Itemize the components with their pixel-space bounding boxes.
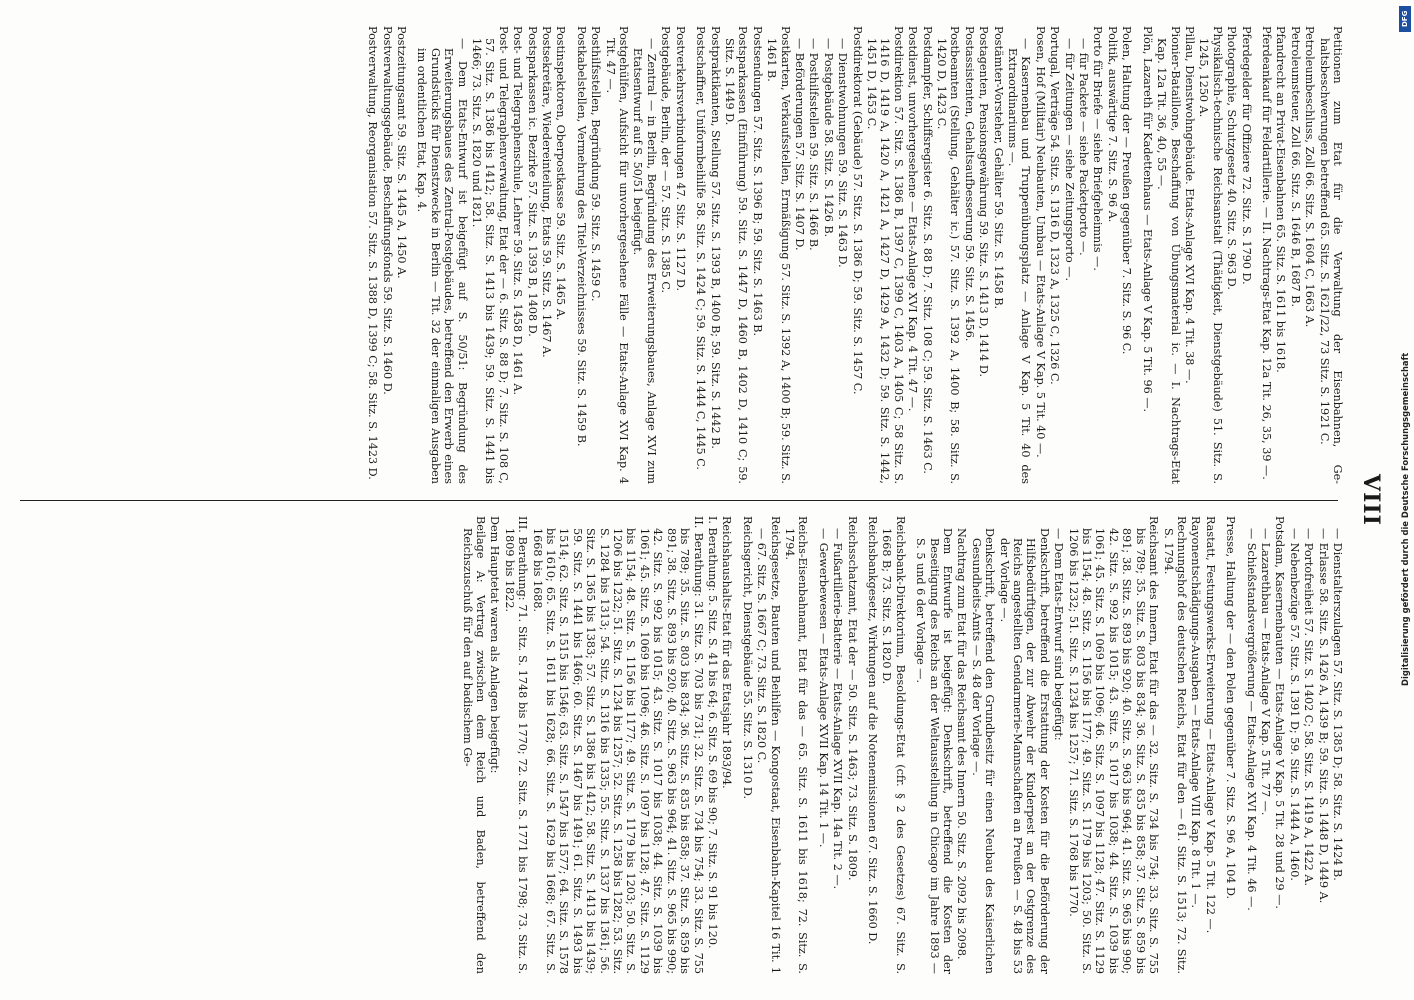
- index-entry: Pferdeankauf für Feldartillerie. — II. Nachtrags-Etat Kap. 12a Tit. 26, 35, 39 —.: [1259, 26, 1273, 480]
- index-entry: Reichsamt des Innern, Etat für das — 32. Sitz. S. 734 bis 754; 33. Sitz. S. 755 bis 789; 35. Sitz. S. 803 bis 834; 36. Sitz. S. 835 bis 858; 37. Sitz. S. 859 bis 891; 38. Sitz. S. 893 bis 920; 40. Sitz. S. 963 bis 964; 41. Sitz. S. 965 bis 990; 42. Sitz. S. 992 bis 1015; 43. Sitz. S. 1017 bis 1038; 44. Sitz. S. 1039 bis 1061; 45. Sitz. S. 1069 bis 1096; 46. Sitz. S. 1097 bis 1128; 47. Sitz. S. 1129 bis 1154; 48. Sitz. S. 1156 bis 1177; 49. Sitz. S. 1179 bis 1203; 50. Sitz. S. 1206 bis 1232; 51. Sitz. S. 1234 bis 1257; 71. Sitz. S. 1768 bis 1770.: [1066, 516, 1161, 974]
- index-entry: Pillau, Dienstwohngebäude. Etats-Anlage XVI Kap. 4 Tit. 38 —.: [1182, 26, 1196, 384]
- index-subentry: — für Packete — siehe Packetporto —.: [1077, 38, 1091, 256]
- digitization-note: Digitalisierung gefördert durch die Deutsche Forschungsgemeinschaft: [1400, 352, 1410, 686]
- index-entry: Porto für Briefe — siehe Briefgeheimnis —.: [1091, 26, 1105, 271]
- index-entry: Postverwaltungsgebäude, Beschaffungsfonds 59. Sitz. S. 1460 D.: [380, 26, 394, 395]
- page-number: VIII: [1358, 474, 1384, 526]
- index-entry: Rechnungshof des deutschen Reichs, Etat für den — 61. Sitz. S. 1513; 72. Sitz. S. 1794.: [1161, 516, 1188, 974]
- index-entry: I. Berathung: 5. Sitz. S. 41 bis 64; 6. Sitz. S. 69 bis 90; 7. Sitz. S. 91 bis 120.: [705, 516, 719, 949]
- index-entry: Petroleumsteuer, Zoll 66. Sitz. S. 1646 B, 1687 B.: [1288, 26, 1302, 308]
- index-subentry: — Dem Etats-Entwurf ist beigefügt auf S. 50/51: Begründung des Erweiterungsbaues des Zentral-Postgebäudes, betreffend den Erwerb eines Grundstücks für Dienstzwecke in Berlin — Tit. 32 der einmaligen Ausgaben im ordentlichen Etat, Kap. 4.: [415, 38, 469, 484]
- index-subentry: — Posthilfsstellen 59. Sitz. S. 1466 B.: [807, 38, 821, 251]
- index-entry: Reichs-Eisenbahnamt, Etat für das — 65. Sitz. S. 1611 bis 1618; 72. Sitz. S. 1794.: [782, 516, 810, 974]
- index-entry: Potsdam, Kasernenbauten — Etats-Anlage V Kap. 5 Tit. 28 und 29 —.: [1273, 516, 1287, 909]
- index-entry: Reichsschatzamt, Etat der — 50. Sitz. S. 1463; 73. Sitz. S. 1809.: [845, 516, 859, 881]
- index-subentry: — Gewerbewesen — Etats-Anlage XVII Kap. 14 Tit. 1 —.: [816, 528, 830, 848]
- index-entry: Post- und Telegraphenschule, Lehrer 59. Sitz. S. 1458 D, 1461 A.: [511, 26, 525, 395]
- index-entry: Postsendungen 57. Sitz. S. 1396 B; 59. Sitz. S. 1463 B.: [750, 26, 764, 337]
- index-entry: Postagenten, Pensionsgewährung 59. Sitz. S. 1413 D, 1414 D.: [977, 26, 991, 378]
- index-entry: Rayonentschädigungs-Ausgaben — Etats-Anlage VIII Kap. 8 Tit. 1 —.: [1189, 516, 1203, 909]
- dfg-logo: DFG: [1399, 6, 1411, 32]
- index-subentry: — Schießstandsvergrößerung — Etats-Anlage XVI Kap. 4 Tit. 46 —.: [1244, 528, 1258, 911]
- index-subentry: — Fußartillerie-Batterie — Etats-Anlage XVII Kap. 14a Tit. 2 —.: [831, 528, 845, 890]
- index-subentry: — Beförderungen 57. Sitz. S. 1407 D.: [792, 38, 806, 251]
- index-entry: Postschaffner, Uniformbeihilfe 58. Sitz. S. 1424 C; 59. Sitz. S. 1444 C, 1445 C.: [694, 26, 708, 470]
- index-entry: Postkabelstellen, Vermehrung des Titel-Verzeichnisses 59. Sitz. S. 1459 B.: [574, 26, 588, 447]
- index-entry: Postassistenten, Gehaltsaufbesserung 59. Sitz. S. 1456.: [962, 26, 976, 342]
- index-page: [10, 0, 1390, 1000]
- index-entry: Rastatt, Festungswerks-Erweiterung — Etats-Anlage V Kap. 5 Tit. 122 —.: [1203, 516, 1217, 934]
- index-entry: Postdampfer, Schiffsregister 6. Sitz. S. 88 D; 7. Sitz. 108 C; 59. Sitz. S. 1463 C.: [920, 26, 934, 474]
- index-entry: Postsparkassen (Einführung) 59. Sitz. S. 1447 D, 1460 B, 1402 D, 1410 C; 59. Sitz. S. 1449 D.: [722, 26, 750, 484]
- index-entry: Postgebäude, Berlin, der — 57. Sitz. S. 1385 C.: [659, 26, 673, 294]
- index-subentry: — für Zeitungen — siehe Zeitungsporto —.: [1062, 38, 1076, 282]
- index-entry: Beilage A: Vertrag zwischen dem Reich und Baden, betreffend den Reichszuschuß für den auf badischem Ge-: [460, 516, 488, 974]
- index-subentry: — Portofreiheit 57. Sitz. S. 1402 C; 58. Sitz. S. 1419 A, 1422 A.: [1302, 528, 1316, 887]
- sidebar: [1400, 0, 1412, 1000]
- index-entry: Postdirektorat (Gebäude) 57. Sitz. S. 1386 D; 59. Sitz. S. 1457 C.: [850, 26, 864, 395]
- index-entry: Postsekretäre, Wiedereinteilung, Etats 59. Sitz. S. 1467 A.: [540, 26, 554, 358]
- index-subentry: Denkschrift, betreffend die Erstattung der Kosten für die Beförderung der Hilfsbedürftigen, der zur Abwehr der Kinderpest an der Ostgrenze des Reichs angestellten Gendarmerie-Mannschaften an Preußen — S. 48 bis 53 der Vorlage —.: [997, 528, 1051, 974]
- index-entry: Postdienst, unvorhergesehene — Etats-Anlage XVI Kap. 4 Tit. 47 —.: [906, 26, 920, 412]
- index-entry: Postverkehrsverbindungen 47. Sitz. S. 1127 D.: [673, 26, 687, 292]
- index-entry: Postverwaltung, Reorganisation 57. Sitz. S. 1388 D, 1399 C; 58. Sitz. S. 1423 D.: [366, 26, 380, 480]
- index-subentry: — Zentral — in Berlin, Begründung des Erweiterungsbaues, Anlage XVI zum Etatsentwurf auf S. 50/51 beigefügt.: [631, 38, 658, 484]
- index-entry: Postpraktikanten, Stellung 57. Sitz. S. 1393 B, 1400 B; 59. Sitz. S. 1442 B.: [708, 26, 722, 449]
- index-entry: Posen, Hof (Militair) Neubauten, Umbau — Etats-Anlage V Kap. 5 Tit. 40 —.: [1033, 26, 1047, 458]
- index-entry: Reichsgesetze, Bauten und Beihilfen — Kongostaat, Eisenbahn-Kapitel 16 Tit. 1 — 67. Sitz. S. 1667 C; 73. Sitz. S. 1820 C.: [755, 516, 782, 974]
- index-entry: Photographie, Schutzgesetz 40. Sitz. S. 963 D.: [1225, 26, 1239, 290]
- index-entry: Petroleumbeschluss, Zoll 66. Sitz. S. 1604 C, 1663 A.: [1303, 26, 1317, 328]
- index-entry: Dem Hauptetat waren als Anlagen beigefügt:: [488, 516, 502, 774]
- index-entry: Postgehülfen, Aufsicht für unvorhergesehene Fälle — Etats-Anlage XVI Kap. 4 Tit. 47 —.: [603, 26, 631, 484]
- index-entry: Reichshaushalts-Etat für das Etatsjahr 1893/94.: [720, 516, 734, 789]
- index-entry: Posthilfsstellen, Begründung 59. Sitz. S. 1459 C.: [589, 26, 603, 302]
- index-entry: Portugal, Verträge 54. Sitz. S. 1316 D, 1323 A, 1325 C, 1326 C.: [1048, 26, 1062, 385]
- index-entry: Postzeitungsamt 59. Sitz. S. 1445 A, 1450 A.: [395, 26, 408, 279]
- index-entry: Postsparkassen ic. Bezirke 57. Sitz. S. 1393 B, 1408 D.: [525, 26, 539, 337]
- index-entry: Presse, Haltung der — den Polen gegenüber 7. Sitz. S. 96 A, 104 D.: [1224, 516, 1238, 900]
- index-subentry: — Postgebäude 58. Sitz. S. 1426 B.: [821, 38, 835, 238]
- index-subentry: — Dienstalterszulagen 57. Sitz. S. 1385 D; 58. Sitz. S. 1424 B.: [1331, 528, 1344, 881]
- page-header: [1350, 0, 1384, 1000]
- index-entry: Physikalisch-technische Reichsanstalt (Thätigkeit, Dienstgebäude) 51. Sitz. S. 1245, 1250 A.: [1197, 26, 1224, 484]
- index-subentry: — Dem Etats-Entwurf sind beigefügt:: [1052, 528, 1066, 741]
- index-subentry: Denkschrift, betreffend den Grundbesitz für einen Neubau des Kaiserlichen Gesundheits-Amts — S. 48 der Vorlage —.: [969, 528, 997, 974]
- index-subentry: — Kasernenbau und Truppenübungsplatz — Anlage V Kap. 5 Tit. 40 des Extraordinariums —.: [1006, 38, 1033, 484]
- index-entry: Postämter-Vorsteher, Gehälter 59. Sitz. S. 1458 B.: [991, 26, 1005, 310]
- index-subentry: Dem Entwurfe ist beigefügt: Denkschrift, betreffend die Kosten der Beseitigung des Reichs an der Weltausstellung in Chicago im Jahre 1893 — S. 5 und 6 der Vorlage —.: [914, 528, 955, 974]
- index-entry: Pfandrecht an Privat-Eisenbahnen 65. Sitz. S. 1611 bis 1618.: [1274, 26, 1288, 373]
- index-entry: III. Berathung: 71. Sitz. S. 1748 bis 1770; 72. Sitz. S. 1771 bis 1798; 73. Sitz. S. 1809 bis 1822.: [502, 516, 530, 974]
- index-entry: Reichsgericht, Dienstgebäude 55. Sitz. S. 1310 D.: [740, 516, 754, 800]
- index-entry: Polen, Haltung der — Preußen gegenüber 7. Sitz. S. 96 C.: [1120, 26, 1134, 355]
- index-entry: Plön, Lazareth für Kadettenhaus — Etats-Anlage V Kap. 5 Tit. 96 —.: [1140, 26, 1154, 413]
- index-entry: Postinspektoren, Oberpostkasse 59. Sitz. S. 1465 A.: [554, 26, 568, 321]
- index-subentry: — Nebenbezüge 57. Sitz. S. 1391 D; 59. Sitz. S. 1444 A, 1460.: [1287, 528, 1301, 881]
- index-subentry: Nachtrag zum Etat für das Reichsamt des Innern 50. Sitz. S. 2092 bis 2098.: [955, 528, 969, 960]
- index-entry: Reichsbank-Direktorium, Besoldungs-Etat (cfr. § 2 des Gesetzes) 67. Sitz. S. 1668 B; 73. Sitz. S. 1820 D.: [880, 516, 907, 974]
- index-entry: Post- und Telegraphenverwaltung, Etat der — 6. Sitz. S. 88 D; 7. Sitz. S. 108 C, 57. Sitz. S. 1386 bis 1412; 58. Sitz. S. 1413 bis 1439; 59. Sitz. S. 1441 bis 1466; 73. Sitz. S. 1820 und 1821.: [470, 26, 510, 484]
- index-entry: II. Berathung: 31. Sitz. S. 703 bis 731; 32. Sitz. S. 734 bis 754; 33. Sitz. S. 755 bis 789; 35. Sitz. S. 803 bis 834; 36. Sitz. S. 835 bis 858; 37. Sitz. S. 859 bis 891; 38. Sitz. S. 893 bis 920; 40. Sitz. S. 963 bis 964; 41. Sitz. S. 965 bis 990; 42. Sitz. S. 992 bis 1015; 43. Sitz. S. 1017 bis 1038; 44. Sitz. S. 1039 bis 1061; 45. Sitz. S. 1069 bis 1096; 46. Sitz. S. 1097 bis 1128; 47. Sitz. S. 1129 bis 1154; 48. Sitz. S. 1156 bis 1177; 49. Sitz. S. 1179 bis 1203; 50. Sitz. S. 1206 bis 1232; 51. Sitz. S. 1234 bis 1257; 52. Sitz. S. 1258 bis 1282; 53. Sitz. S. 1284 bis 1313; 54. Sitz. S. 1316 bis 1335; 55. Sitz. S. 1337 bis 1361; 56. Sitz. S. 1365 bis 1383; 57. Sitz. S. 1386 bis 1412; 58. Sitz. S. 1413 bis 1439; 59. Sitz. S. 1441 bis 1466; 60. Sitz. S. 1467 bis 1491; 61. Sitz. S. 1493 bis 1514; 62. Sitz. S. 1515 bis 1546; 63. Sitz. S. 1547 bis 1577; 64. Sitz. S. 1578 bis 1610; 65. Sitz. S. 1611 bis 1628; 66. Sitz. S. 1629 bis 1668; 67. Sitz. S. 1668 bis 1688.: [530, 516, 705, 974]
- index-entry: Postbeamten (Stellung, Gehälter ic.) 57. Sitz. S. 1392 A, 1400 B; 58. Sitz. S. 1420 D, 1423 C.: [935, 26, 962, 484]
- index-entry: Pionier-Bataillone, Beschaffung von Übungsmaterial ic. — I. Nachtrags-Etat Kap. 12a Tit. 36, 40, 55 —.: [1155, 26, 1182, 484]
- index-entry: Postkarten, Verkaufsstellen, Ermäßigung 57. Sitz. S. 1392 A, 1400 B; 59. Sitz. S. 1461 B.: [765, 26, 792, 484]
- index-entry: Politik, auswärtige 7. Sitz. S. 96 A.: [1105, 26, 1119, 223]
- index-entry: Reichsbankgesetz, Wirkungen auf die Notenemissionen 67. Sitz. S. 1660 D.: [866, 516, 879, 945]
- index-entry: Pferdegelder für Offiziere 72. Sitz. S. 1790 D.: [1239, 26, 1253, 285]
- index-subentry: — Erlasse 58. Sitz. S. 1426 A, 1439 B; 59. Sitz. S. 1448 D, 1449 A.: [1316, 528, 1330, 904]
- index-entry: Petitionen zum Etat für die Verwaltung der Eisenbahnen, Ge-haltsbeschwerungen betreffend 65. Sitz. S. 1621/22, 73 Sitz. S. 1921 C.: [1317, 26, 1344, 484]
- index-entry: Postdirektion 57. Sitz. S. 1386 B, 1397 C, 1399 C, 1403 A, 1405 C; 58 Sitz. S. 1416 D, 1419 A, 1420 A, 1421 A, 1427 D, 1429 A, 1432 D; 59. Sitz. S. 1442, 1451 D, 1453 C.: [865, 26, 905, 484]
- index-subentry: — Lazarethbau — Etats-Anlage V Kap. 5 Tit. 77 —.: [1258, 528, 1272, 816]
- column-divider: [20, 500, 1338, 501]
- index-subentry: — Dienstwohnungen 59. Sitz. S. 1463 D.: [836, 38, 850, 268]
- left-column: [14, 26, 1344, 484]
- right-column: [14, 516, 1344, 974]
